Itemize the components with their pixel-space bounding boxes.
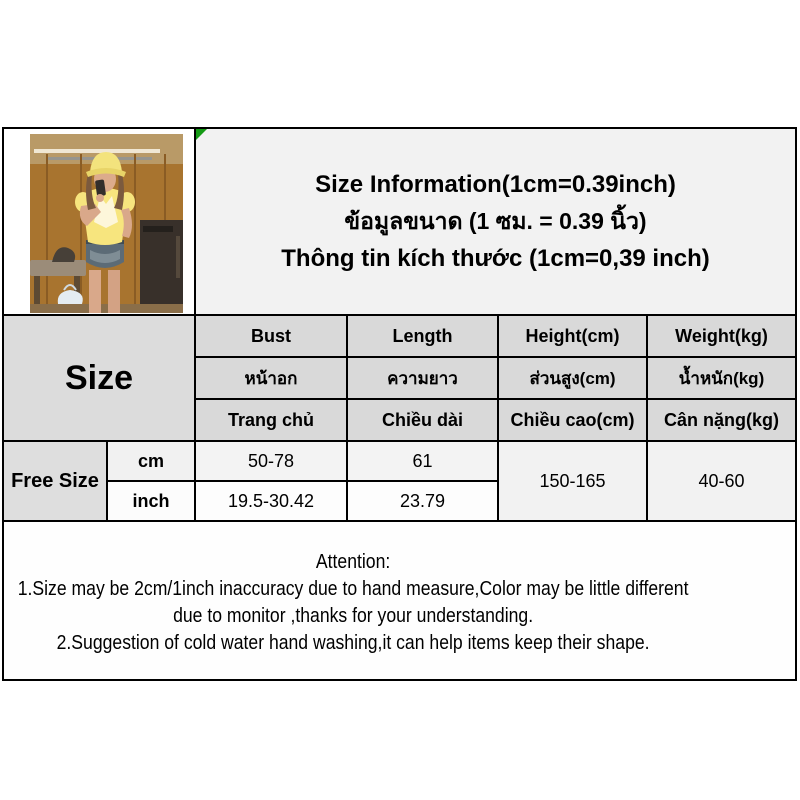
bust-cm-value: 50-78 bbox=[195, 441, 347, 481]
attention-cell bbox=[3, 521, 796, 680]
col-header-height-th: ส่วนสูง(cm) bbox=[498, 357, 647, 399]
col-header-length-en: Length bbox=[347, 315, 498, 357]
size-info-title-vi: Thông tin kích thước (1cm=0,39 inch) bbox=[281, 245, 710, 272]
col-header-height-en: Height(cm) bbox=[498, 315, 647, 357]
length-inch-value: 23.79 bbox=[347, 481, 498, 521]
attention-line-1: 1.Size may be 2cm/1inch inaccuracy due to hand measure,Color may be little different bbox=[17, 578, 689, 600]
photo-cell bbox=[3, 128, 195, 315]
attention-row bbox=[3, 521, 796, 680]
unit-cm-cell: cm bbox=[107, 441, 195, 481]
col-header-height-vi: Chiều cao(cm) bbox=[498, 399, 647, 441]
col-header-bust-th: หน้าอก bbox=[195, 357, 347, 399]
attention-line-2: due to monitor ,thanks for your understanding. bbox=[173, 605, 534, 627]
weight-value: 40-60 bbox=[647, 441, 796, 521]
size-label-cell: Size bbox=[3, 315, 195, 441]
model-photo bbox=[30, 134, 183, 313]
col-header-weight-en: Weight(kg) bbox=[647, 315, 796, 357]
bust-inch-value: 19.5-30.42 bbox=[195, 481, 347, 521]
height-value: 150-165 bbox=[498, 441, 647, 521]
attention-heading: Attention: bbox=[315, 551, 391, 573]
header-row-en bbox=[3, 315, 796, 357]
free-size-label-cell: Free Size bbox=[3, 441, 107, 521]
unit-inch-cell: inch bbox=[107, 481, 195, 521]
corner-flag-icon bbox=[196, 129, 207, 140]
title-row bbox=[3, 128, 796, 315]
size-info-title-th: ข้อมูลขนาด (1 ซม. = 0.39 นิ้ว) bbox=[344, 208, 647, 234]
col-header-bust-vi: Trang chủ bbox=[195, 399, 347, 441]
data-row-cm bbox=[3, 441, 796, 481]
col-header-weight-th: น้ำหนัก(kg) bbox=[647, 357, 796, 399]
col-header-weight-vi: Cân nặng(kg) bbox=[647, 399, 796, 441]
attention-line-3: 2.Suggestion of cold water hand washing,it can help items keep their shape. bbox=[56, 632, 650, 654]
title-cell bbox=[195, 128, 796, 315]
col-header-bust-en: Bust bbox=[195, 315, 347, 357]
length-cm-value: 61 bbox=[347, 441, 498, 481]
col-header-length-th: ความยาว bbox=[347, 357, 498, 399]
col-header-length-vi: Chiều dài bbox=[347, 399, 498, 441]
size-chart-table bbox=[2, 127, 797, 681]
size-info-title-en: Size Information(1cm=0.39inch) bbox=[315, 171, 676, 198]
